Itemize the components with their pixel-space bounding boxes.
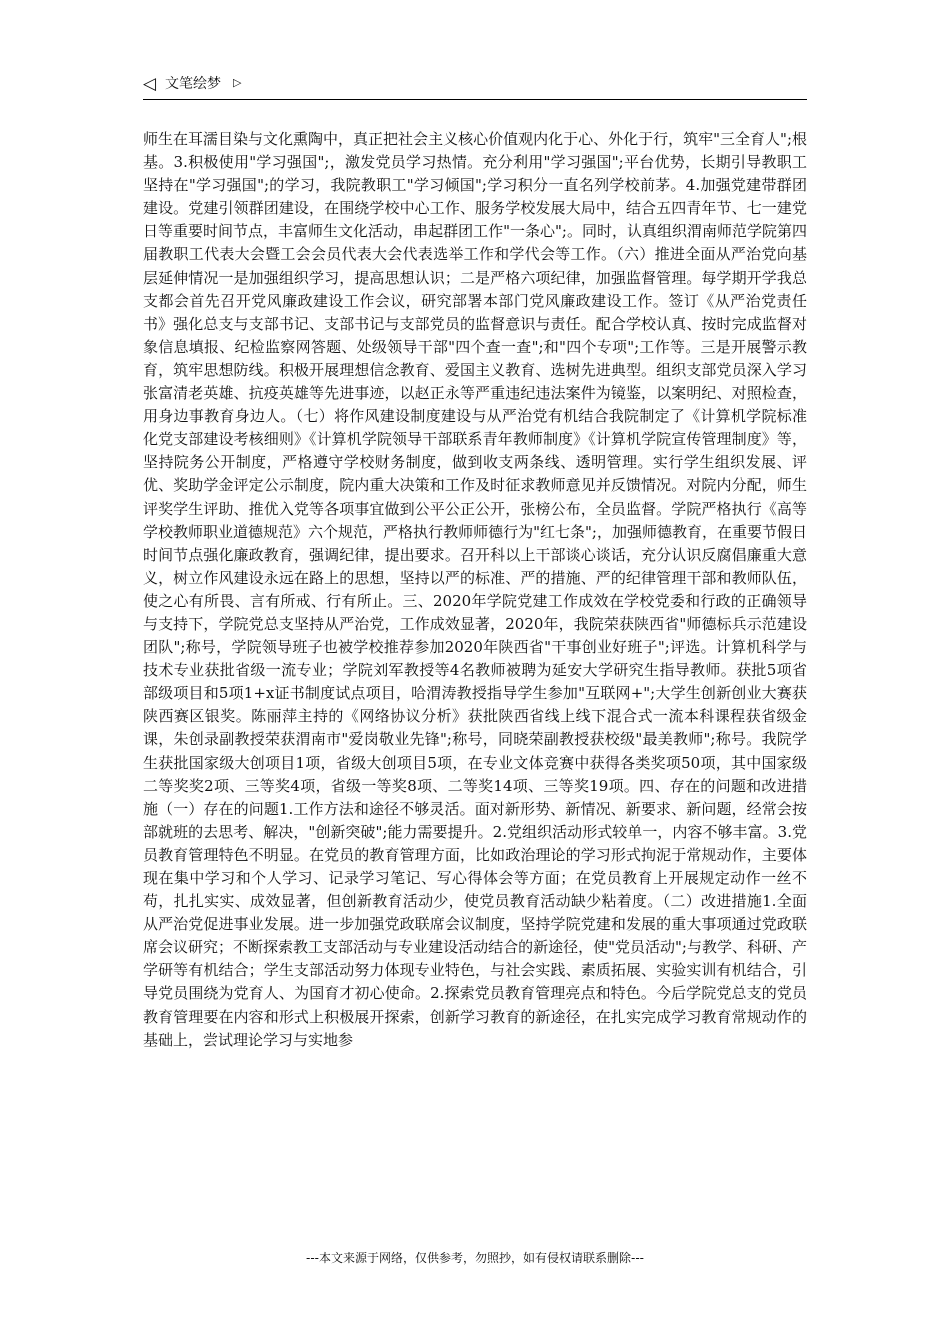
footer-disclaimer: ---本文来源于网络，仅供参考，勿照抄，如有侵权请联系删除---	[306, 1251, 644, 1265]
triangle-right-icon: ▷	[233, 76, 242, 89]
header-title: 文笔绘梦	[165, 76, 221, 92]
triangle-left-icon: ◁	[143, 74, 157, 94]
body-paragraph: 师生在耳濡目染与文化熏陶中，真正把社会主义核心价值观内化于心、外化于行，筑牢"三全育人";根基。3.积极使用"学习强国";，激发党员学习热情。充分利用"学习强国";平台优势，长期引导教职工坚持在"学习强国";的学习，我院教职工"学习倾国";学习积分一直名列学校前茅。4.加强党建带群团建设。党建引领群团建设，在围绕学校中心工作、服务学校发展大局中，结合五四青年节、七一建党日等重要时间节点，丰富师生文化活动，串起群团工作"一条心";。同时，认真组织渭南师范学院第四届教职工代表大会暨工会会员代表大会代表选举工作和学代会等工作。（六）推进全面从严治党向基层延伸情况一是加强组织学习，提高思想认识；二是严格六项纪律，加强监督管理。每学期开学我总支都会首先召开党风廉政建设工作会议，研究部署本部门党风廉政建设工作。签订《从严治党责任书》强化总支与支部书记、支部书记与支部党员的监督意识与责任。配合学校认真、按时完成监督对象信息填报、纪检监察网答题、处级领导干部"四个查一查";和"四个专项";工作等。三是开展警示教育，筑牢思想防线。积极开展理想信念教育、爱国主义教育、选树先进典型。组织支部党员深入学习张富清老英雄、抗疫英雄等先进事迹，以赵正永等严重违纪违法案件为镜鉴，以案明纪、对照检查，用身边事教育身边人。（七）将作风建设制度建设与从严治党有机结合我院制定了《计算机学院标准化党支部建设考核细则》《计算机学院领导干部联系青年教师制度》《计算机学院宣传管理制度》等，坚持院务公开制度，严格遵守学校财务制度，做到收支两条线、透明管理。实行学生组织发展、评优、奖助学金评定公示制度，院内重大决策和工作及时征求教师意见并反馈情况。对院内分配，师生评奖学生评助、推优入党等各项事宜做到公平公正公开，张榜公布，全员监督。学院严格执行《高等学校教师职业道德规范》六个规范，严格执行教师师德行为"红七条";，加强师德教育，在重要节假日时间节点强化廉政教育，强调纪律，提出要求。召开科以上干部谈心谈话，充分认识反腐倡廉重大意义，树立作风建设永远在路上的思想，坚持以严的标准、严的措施、严的纪律管理干部和教师队伍，使之心有所畏、言有所戒、行有所止。三、2020年学院党建工作成效在学校党委和行政的正确领导与支持下，学院党总支坚持从严治党，工作成效显著，2020年，我院荣获陕西省"师德标兵示范建设团队";称号，学院领导班子也被学校推荐参加2020年陕西省"干事创业好班子";评选。计算机科学与技术专业获批省级一流专业；学院刘军教授等4名教师被聘为延安大学研究生指导教师。获批5项省部级项目和5项1+x证书制度试点项目，哈渭涛教授指导学生参加"互联网+";大学生创新创业大赛获陕西赛区银奖。陈丽萍主持的《网络协议分析》获批陕西省线上线下混合式一流本科课程获省级金课，朱创录副教授荣获渭南市"爱岗敬业先锋";称号，同晓荣副教授获校级"最美教师";称号。我院学生获批国家级大创项目1项，省级大创项目5项，在专业文体竞赛中获得各类奖项50项，其中国家级二等奖奖2项、三等奖4项，省级一等奖8项、二等奖14项、三等奖19项。四、存在的问题和改进措施（一）存在的问题1.工作方法和途径不够灵活。面对新形势、新情况、新要求、新问题，经常会按部就班的去思考、解决，"创新突破";能力需要提升。2.党组织活动形式较单一，内容不够丰富。3.党员教育管理特色不明显。在党员的教育管理方面，比如政治理论的学习形式拘泥于常规动作，主要体现在集中学习和个人学习、记录学习笔记、写心得体会等方面；在党员教育上开展规定动作一丝不苟，扎扎实实、成效显著，但创新教育活动少，使党员教育活动缺少粘着度。（二）改进措施1.全面从严治党促进事业发展。进一步加强党政联席会议制度，坚持学院党建和发展的重大事项通过党政联席会议研究；不断探索教工支部活动与专业建设活动结合的新途径，使"党员活动";与教学、科研、产学研等有机结合；学生支部活动努力体现专业特色，与社会实践、素质拓展、实验实训有机结合，引导党员围绕为党育人、为国育才初心使命。2.探索党员教育管理亮点和特色。今后学院党总支的党员教育管理要在内容和形式上积极展开探索，创新学习教育的新途径，在扎实完成学习教育常规动作的基础上，尝试理论学习与实地参	[143, 130, 807, 1049]
page-header	[143, 73, 807, 100]
